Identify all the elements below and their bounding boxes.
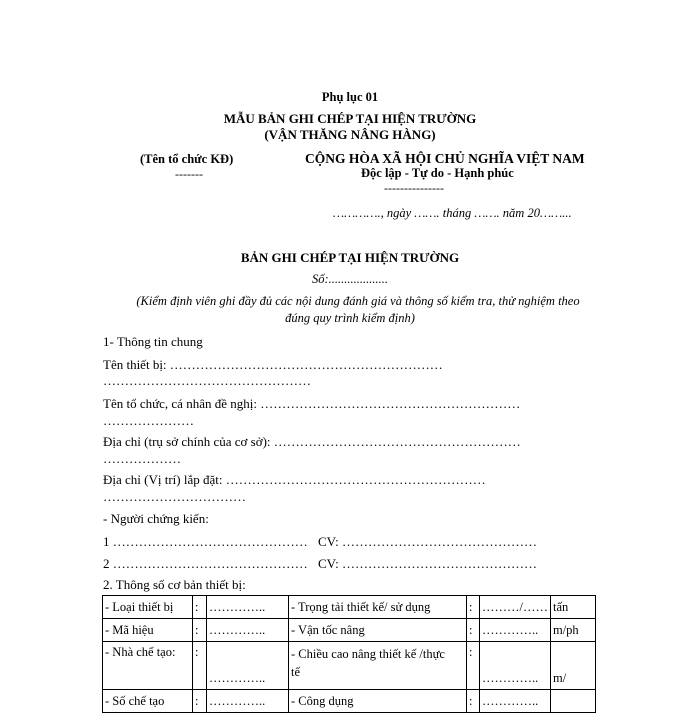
- spec-label: - Mã hiệu: [103, 619, 193, 642]
- requester-field: Tên tổ chức, cá nhân đề nghị: ……………………………………………………: [103, 396, 521, 411]
- section1-heading: 1- Thông tin chung: [103, 334, 203, 349]
- date-line: …………., ngày ……. tháng ……. năm 20……...: [333, 206, 572, 220]
- spec-value: …………..: [207, 642, 289, 690]
- form-title: MẪU BẢN GHI CHÉP TẠI HIỆN TRƯỜNG: [223, 111, 477, 126]
- table-row: [103, 619, 596, 642]
- spec-label: - Chiều cao nâng thiết kế /thực: [291, 647, 445, 661]
- spec-value: ………/……: [480, 596, 551, 619]
- organization-name: (Tên tổ chức KĐ): [140, 152, 234, 166]
- spec-label: - Số chế tạo: [103, 690, 193, 713]
- table-row: [103, 596, 596, 619]
- spec-label-multiline: [289, 642, 467, 690]
- table-row: [103, 690, 596, 713]
- spec-unit: [550, 690, 595, 713]
- spec-label: - Trọng tải thiết kế/ sử dụng: [289, 596, 467, 619]
- install-location-field: Địa chỉ (Vị trí) lắp đặt: ……………………………………………………: [103, 472, 486, 487]
- record-title: BẢN GHI CHÉP TẠI HIỆN TRƯỜNG: [240, 250, 460, 265]
- spec-colon: :: [467, 619, 480, 642]
- motto-divider: ---------------: [384, 181, 444, 195]
- spec-value: …………..: [480, 642, 551, 690]
- form-subtitle: (VẬN THĂNG NÂNG HÀNG): [264, 127, 436, 142]
- spec-unit: m/ph: [550, 619, 595, 642]
- spec-label: - Nhà chế tạo:: [103, 642, 193, 690]
- spec-colon: :: [193, 690, 207, 713]
- record-number: Số:...................: [311, 272, 389, 286]
- motto: Độc lập - Tự do - Hạnh phúc: [361, 166, 514, 180]
- spec-unit: m/: [550, 642, 595, 690]
- requester-continuation: …………………: [103, 413, 194, 428]
- nation-heading: CỘNG HÒA XÃ HỘI CHỦ NGHĨA VIỆT NAM: [305, 151, 585, 166]
- spec-colon: :: [193, 596, 207, 619]
- record-note-line1: (Kiểm định viên ghi đầy đủ các nội dung đánh giá và thông số kiểm tra, thử nghiệm theo: [136, 294, 580, 308]
- address-continuation: ………………: [103, 451, 181, 466]
- spec-label: - Vận tốc nâng: [289, 619, 467, 642]
- specifications-table: [102, 595, 596, 713]
- spec-colon: :: [467, 642, 480, 690]
- witness-2-name: 2 ………………………………………: [103, 556, 308, 571]
- spec-value: …………..: [207, 596, 289, 619]
- witness-1-name: 1 ………………………………………: [103, 534, 308, 549]
- spec-value: …………..: [480, 690, 551, 713]
- install-location-continuation: ……………………………: [103, 489, 246, 504]
- table-row: [103, 642, 596, 690]
- witness-1-position: CV: ………………………………………: [318, 534, 537, 549]
- address-field: Địa chỉ (trụ sở chính của cơ sở): …………………………………………………: [103, 434, 521, 449]
- appendix-label: Phụ lục 01: [321, 90, 379, 104]
- spec-unit: tấn: [550, 596, 595, 619]
- spec-value: …………..: [207, 690, 289, 713]
- spec-colon: :: [193, 619, 207, 642]
- spec-colon: :: [193, 642, 207, 690]
- spec-label: - Loại thiết bị: [103, 596, 193, 619]
- organization-divider: -------: [175, 167, 203, 181]
- device-name-continuation: …………………………………………: [103, 373, 311, 388]
- section2-heading: 2. Thông số cơ bản thiết bị:: [103, 577, 246, 592]
- record-note-line2: đúng quy trình kiểm định): [285, 311, 415, 325]
- spec-colon: :: [467, 690, 480, 713]
- witness-heading: - Người chứng kiến:: [103, 511, 209, 526]
- witness-2-position: CV: ………………………………………: [318, 556, 537, 571]
- spec-label: - Công dụng: [289, 690, 467, 713]
- spec-value: …………..: [480, 619, 551, 642]
- spec-label-continuation: tế: [291, 665, 301, 679]
- device-name-field: Tên thiết bị: ………………………………………………………: [103, 357, 443, 372]
- spec-colon: :: [467, 596, 480, 619]
- spec-value: …………..: [207, 619, 289, 642]
